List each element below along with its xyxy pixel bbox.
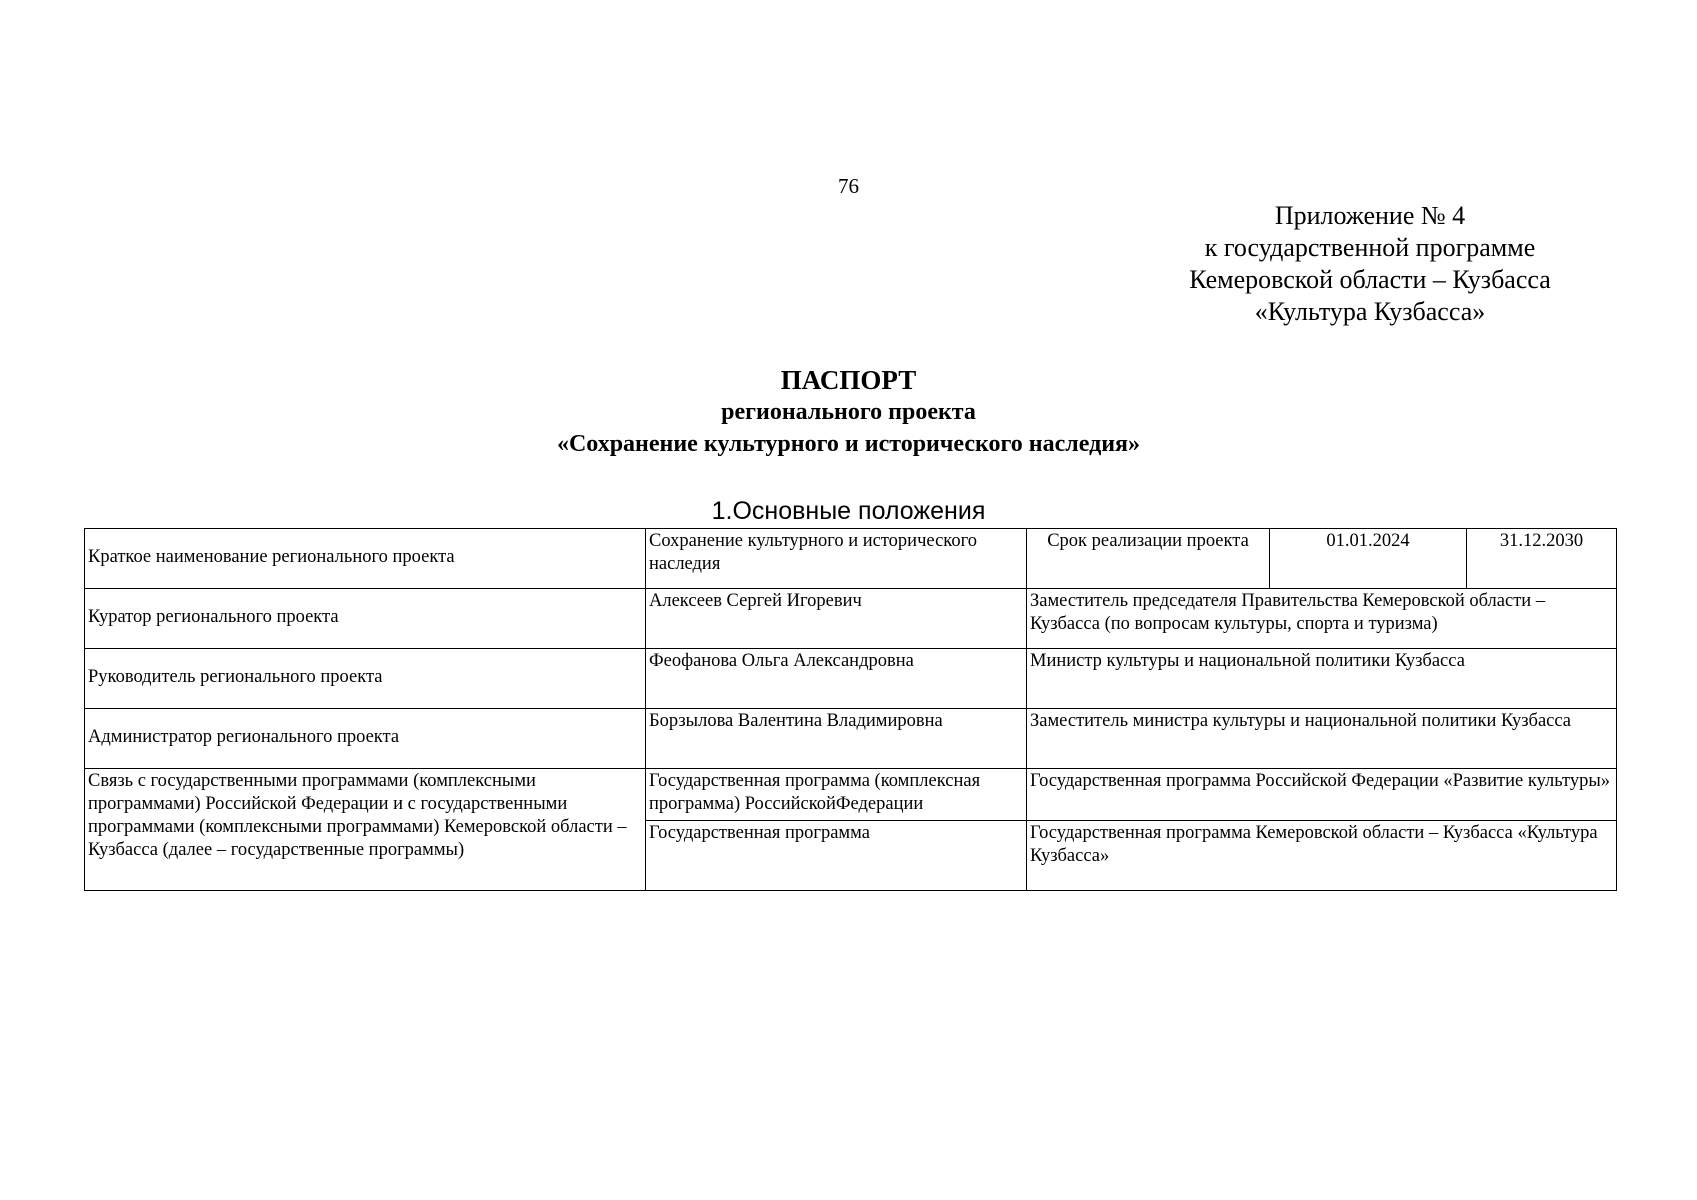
program-type-regional: Государственная программа (646, 821, 1027, 891)
appendix-line-4: «Культура Кузбасса» (1254, 297, 1486, 326)
row-label-head: Руководитель регионального проекта (85, 649, 646, 709)
appendix-line-3: Кемеровской области – Кузбасса (1189, 265, 1551, 294)
administrator-position: Заместитель министра культуры и национальной политики Кузбасса (1027, 709, 1617, 769)
program-federal: Государственная программа Российской Федерации «Развитие культуры» (1027, 769, 1617, 821)
table-row (85, 769, 1617, 821)
appendix-block (1120, 200, 1620, 328)
table-row (85, 589, 1617, 649)
page-number: 76 (838, 174, 859, 198)
administrator-name: Борзылова Валентина Владимировна (646, 709, 1027, 769)
table-row (85, 649, 1617, 709)
curator-name: Алексеев Сергей Игоревич (646, 589, 1027, 649)
period-end-date: 31.12.2030 (1467, 529, 1617, 589)
program-type-federal: Государственная программа (комплексная программа) РоссийскойФедерации (646, 769, 1027, 821)
passport-table (84, 528, 1617, 891)
head-position: Министр культуры и национальной политики Кузбасса (1027, 649, 1617, 709)
appendix-line-2: к государственной программе (1204, 233, 1536, 262)
title-sub-1: регионального проекта (721, 399, 976, 425)
period-label: Срок реализации проекта (1027, 529, 1270, 589)
row-label-administrator: Администратор регионального проекта (85, 709, 646, 769)
curator-position: Заместитель председателя Правительства Кемеровской области – Кузбасса (по вопросам культуры, спорта и туризма) (1027, 589, 1617, 649)
row-label-short-name: Краткое наименование регионального проекта (85, 529, 646, 589)
table-row (85, 529, 1617, 589)
row-label-programs-link: Связь с государственными программами (комплексными программами) Российской Федерации и с государственными программами (комплексными программами) Кемеровской области – Кузбасса (далее – государственные программы) (85, 769, 646, 891)
project-short-name: Сохранение культурного и исторического наследия (646, 529, 1027, 589)
title-main: ПАСПОРТ (780, 365, 917, 395)
document-title (0, 364, 1697, 460)
appendix-line-1: Приложение № 4 (1274, 201, 1466, 230)
title-sub-2: «Сохранение культурного и исторического наследия» (556, 431, 1141, 457)
head-name: Феофанова Ольга Александровна (646, 649, 1027, 709)
period-start-date: 01.01.2024 (1270, 529, 1467, 589)
program-regional: Государственная программа Кемеровской области – Кузбасса «Культура Кузбасса» (1027, 821, 1617, 891)
section-title: 1.Основные положения (711, 497, 986, 525)
table-row (85, 709, 1617, 769)
row-label-curator: Куратор регионального проекта (85, 589, 646, 649)
